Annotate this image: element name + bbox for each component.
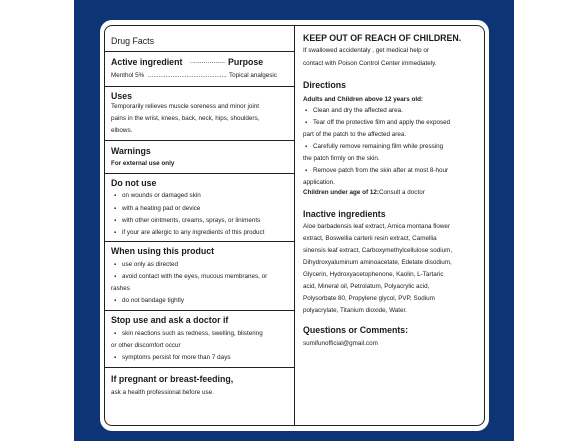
- inactive-line: Aloe barbadensis leaf extract, Arnica montana flower: [303, 223, 451, 230]
- inactive-line: Glycerin, Hydroxyacetophenone, Kaolin, L-Tartaric: [303, 271, 444, 278]
- active-ingredient-heading: Active ingredient: [111, 57, 183, 67]
- rule: [104, 241, 294, 242]
- uses-line: pains in the wrist, knees, back, neck, hips, shoulders,: [111, 115, 260, 122]
- directions-line: application.: [303, 179, 335, 186]
- list-item: ▪ with a heating pad or device: [114, 203, 200, 215]
- when-using-heading: When using this product: [111, 246, 215, 256]
- questions-heading: Questions or Comments:: [303, 325, 409, 335]
- list-item: ▪ skin reactions such as redness, swelling, blistering: [114, 328, 263, 340]
- uses-line: Temporarily relieves muscle soreness and minor joint: [111, 103, 260, 110]
- rule: [104, 86, 294, 87]
- menthol-text: Menthol 5%: [111, 72, 145, 79]
- list-item-continued: rashes: [111, 285, 130, 292]
- children-text: Consult a doctor: [378, 189, 425, 196]
- list-item: ▪ if your are allergic to any ingredients of this product: [114, 227, 264, 239]
- rule: [104, 173, 294, 174]
- directions-line: ▪ Tear off the protective film and apply the exposed: [305, 117, 450, 129]
- list-item: ▪ on wounds or damaged skin: [114, 190, 201, 202]
- inactive-ingredients-heading: Inactive ingredients: [303, 209, 386, 219]
- pregnant-heading: If pregnant or breast-feeding,: [111, 374, 234, 384]
- warnings-heading: Warnings: [111, 146, 151, 156]
- drug-facts-title: Drug Facts: [111, 36, 155, 46]
- children-line: [303, 187, 425, 198]
- do-not-use-heading: Do not use: [111, 178, 157, 188]
- uses-heading: Uses: [111, 91, 133, 101]
- inactive-line: polyacrylate, Titanium dioxide, Water.: [303, 307, 408, 314]
- inactive-line: Polysorbate 80, Propylene glycol, PVP, Sodium: [303, 295, 435, 302]
- contact-email[interactable]: sumifunofficial@gmail.com: [303, 340, 378, 347]
- pregnant-text: ask a health professional before use.: [111, 389, 214, 396]
- list-item-continued: or other discomfort occur: [111, 342, 181, 349]
- inactive-line: sinensis leaf extract, Carboxymethylcellulose sodium,: [303, 247, 453, 254]
- directions-line: the patch firmly on the skin.: [303, 155, 380, 162]
- topical-analgesic-text: Topical analgesic: [229, 72, 277, 79]
- directions-heading: Directions: [303, 80, 347, 90]
- directions-line: ▪ Remove patch from the skin after at most 8-hour: [305, 165, 448, 177]
- inactive-line: Dihydroxyaluminum aminoacetate, Edetate disodium,: [303, 259, 452, 266]
- children-label: Children under age of 12:: [303, 189, 379, 196]
- keep-out-heading: KEEP OUT OF REACH OF CHILDREN.: [303, 33, 462, 43]
- list-item: ▪ do not bandage tightly: [114, 295, 184, 307]
- list-item: ▪ use only as directed: [114, 259, 178, 271]
- directions-line: ▪ Carefully remove remaining film while pressing: [305, 141, 443, 153]
- inactive-line: acid, Mineral oil, Petrolatum, Polyacrylic acid,: [303, 283, 430, 290]
- stop-use-heading: Stop use and ask a doctor if: [111, 315, 229, 325]
- leader-dots: .............................................: [148, 72, 227, 79]
- rule: [104, 367, 294, 368]
- rule: [104, 310, 294, 311]
- list-item: ▪ with other ointments, creams, sprays, or liniments: [114, 215, 260, 227]
- uses-line: elbows.: [111, 127, 133, 134]
- purpose-heading: Purpose: [228, 57, 264, 67]
- column-divider: [294, 25, 295, 426]
- adults-label: Adults and Children above 12 years old:: [303, 96, 424, 103]
- list-item: ▪ symptoms persist for more than 7 days: [114, 352, 231, 364]
- inactive-line: extract, Boswellia carterii resin extract, Camellia: [303, 235, 437, 242]
- keep-out-line: If swallowed accidentaly , get medical help or: [303, 47, 430, 54]
- list-item: ▪ avoid contact with the eyes, mucous membranes, or: [114, 271, 267, 283]
- directions-line: ▪ Clean and dry the affected area.: [305, 105, 403, 117]
- external-use-text: For external use only: [111, 160, 175, 167]
- rule: [104, 51, 294, 52]
- leader-dots: ..................: [190, 58, 226, 65]
- keep-out-line: contact with Poison Control Center immediately.: [303, 60, 437, 67]
- rule: [104, 140, 294, 141]
- directions-line: part of the patch to the affected area.: [303, 131, 407, 138]
